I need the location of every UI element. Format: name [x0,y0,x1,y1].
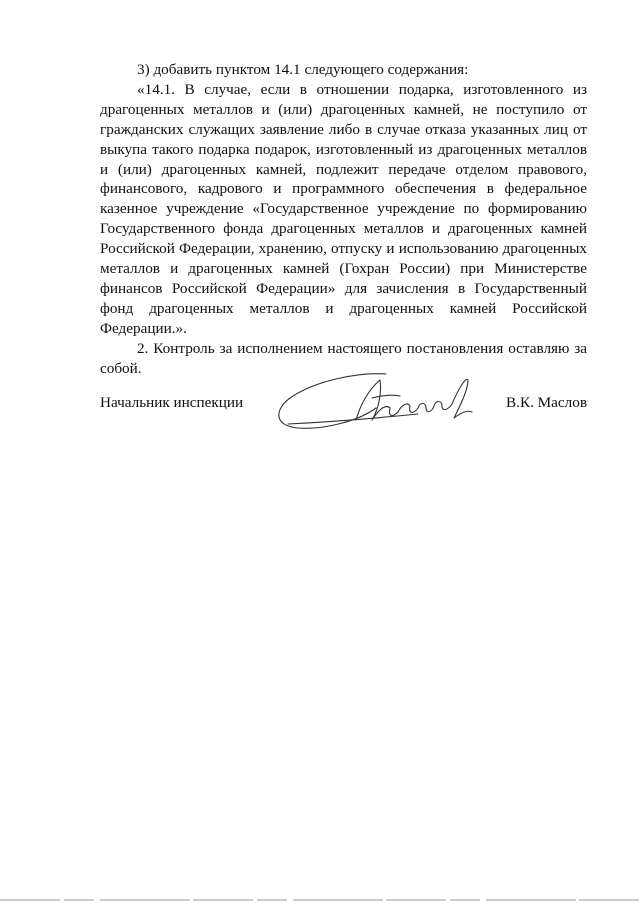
position-title: Начальник инспекции [100,394,244,411]
signer-name: В.К. Маслов [506,394,587,411]
paragraph-clause-14-1: «14.1. В случае, если в отношении подарка, изготовленного из драгоценных металлов и (или) драгоценных камней, не поступило от гражданских служащих заявление либо в случае отказа указанных лиц от выкупа такого подарка подарок, изготовленный из драгоценных металлов и (или) драгоценных камней, подлежит передаче отделом правового, финансового, кадрового и программного обеспечения в федеральное казенное учреждение «Государственное учреждение по формированию Государственного фонда драгоценных металлов и драгоценных камней Российской Федерации, хранению, отпуску и использованию драгоценных металлов и драгоценных камней (Гохран России) при Министерстве финансов Российской Федерации» для зачисления в Государственный фонд драгоценных металлов и драгоценных камней Российской Федерации.». [100,80,587,337]
document-body [100,60,587,379]
page-bottom-edge [0,899,640,901]
handwritten-signature [268,368,478,438]
paragraph-amendment-intro: 3) добавить пунктом 14.1 следующего содержания: [137,61,469,78]
paragraph-control: 2. Контроль за исполнением настоящего постановления оставляю за собой. [100,339,587,377]
